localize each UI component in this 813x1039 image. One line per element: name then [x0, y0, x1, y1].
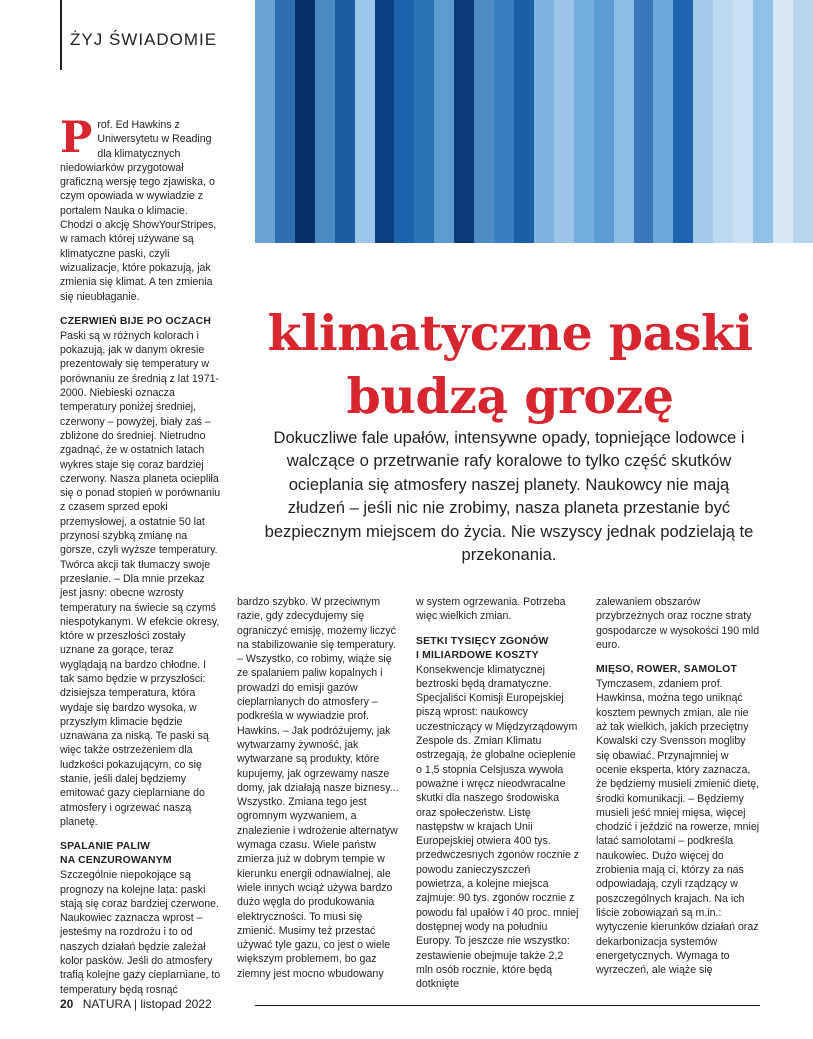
magazine-name: NATURA [82, 997, 131, 1011]
body-paragraph: Szczególnie niepokojące są prognozy na kolejne lata: paski stają się coraz bardziej czerwone. Naukowiec zaznacza wprost – jesteśmy na rozdrożu i to od naszych działań będzie zależał kolor pasków. Jeśli do atmosfery trafią kolejne gazy cieplarniane, to temperatury będą rosnąć [60, 869, 221, 996]
body-paragraph: Konsekwencje klimatycznej beztroski będą dramatyczne. Specjaliści Komisji Europejskiej piszą wprost: naukowcy uczestniczący w Międzyrządowym Zespole ds. Zmian Klimatu ostrzegają, że globalne ocieplenie o 1,5 stopnia Celsjusza wywoła poważne i wręcz nieodwracalne skutki dla naszego środowiska oraz społeczeństw. Listę następstw w krajach Unii Europejskiej otwiera 400 tys. przedwczesnych zgonów rocznie z powodu zanieczyszczeń powietrza, a kolejne miejsca zajmuje: 90 tys. zgonów rocznie z powodu fal upałów i 40 proc. mniej dostępnej wody na południu Europy. To jeszcze nie wszystko: zestawienie obejmuje także 2,2 mln osób rocznie, które będą dotknięte [416, 663, 580, 991]
subheading-setki-line-1: SETKI TYSIĘCY ZGONÓW [416, 635, 549, 647]
climate-stripe [534, 0, 554, 243]
article-column-4 [596, 595, 760, 977]
climate-stripe [753, 0, 773, 243]
climate-stripe [474, 0, 494, 243]
climate-stripes-graphic [255, 0, 813, 243]
footer-separator: | [133, 997, 137, 1011]
article-column-3 [416, 595, 580, 991]
lead-paragraph: Dokuczliwe fale upałów, intensywne opady, topniejące lodowce i walczące o przetrwanie rafy koralowe to tylko część skutków ocieplania się atmosfery naszej planety. Naukowcy nie mają złudzeń – jeśli nic nie zrobimy, nasza planeta przestanie być bezpiecznym miejscem do życia. Nie wszyscy jednak podzielają te przekonania. [264, 428, 754, 565]
body-paragraph: bardzo szybko. W przeciwnym razie, gdy zdecydujemy się ograniczyć emisję, możemy liczyć na stabilizowanie się temperatury. – Wszystko, co robimy, wiąże się ze spalaniem paliw kopalnych i prowadzi do emisji gazów cieplarnianych do atmosfery – podkreśla w wywiadzie prof. Hawkins. – Jak podróżujemy, jak wytwarzamy żywność, jak wytwarzane są produkty, które kupujemy, jak ogrzewamy nasze domy, jak działają nasze biznesy... Wszystko. Zmiana tego jest ogromnym wyzwaniem, a znalezienie i wdrożenie alternatyw wymaga czasu. Wiele państw zmierza już w dobrym tempie w kierunku energii odnawialnej, ale wiele innych wciąż używa bardzo dużo węgla do produkowania elektryczności. To musi się zmienić. Musimy też przestać używać tyle gazu, co jest o wiele większym problemem, bo gaz ziemny jest mocno wbudowany [237, 596, 399, 980]
climate-stripe [434, 0, 454, 243]
intro-text: rof. Ed Hawkins z Uniwersytetu w Reading dla klimatycznych niedowiarków przygotował graficzną wersję tego zjawiska, o czym opowiada w wywiadzie z portalem Nauka o klimacie. Chodzi o akcję ShowYourStripes, w ramach której używane są klimatyczne paski, czyli wizualizacje, które pokazują, jak zmienia się klimat. A ten zmienia się nieubłaganie. [60, 119, 217, 303]
climate-stripe [574, 0, 594, 243]
climate-stripe [275, 0, 295, 243]
climate-stripe [793, 0, 813, 243]
subheading-spalanie-line-1: SPALANIE PALIW [60, 841, 151, 853]
climate-stripe [733, 0, 753, 243]
issue-date: listopad 2022 [140, 997, 212, 1011]
climate-stripe [494, 0, 514, 243]
article-column-1 [60, 113, 222, 997]
climate-stripe [653, 0, 673, 243]
climate-stripe [355, 0, 375, 243]
climate-stripe [554, 0, 574, 243]
climate-stripe [673, 0, 693, 243]
subheading-spalanie-line-2: NA CENZUROWANYM [60, 855, 172, 867]
intro-paragraph [60, 113, 222, 304]
section-rule [60, 0, 62, 70]
page-number: 20 [60, 997, 74, 1011]
climate-stripe [773, 0, 793, 243]
climate-stripe [255, 0, 275, 243]
climate-stripe [514, 0, 534, 243]
climate-stripe [614, 0, 634, 243]
body-paragraph: Tymczasem, zdaniem prof. Hawkinsa, można tego uniknąć kosztem pewnych zmian, ale nie aż tak wielkich, jakich przeciętny Kowalski czy Svensson mogliby się obawiać. Przynajmniej w ocenie eksperta, który zaznacza, że będziemy musieli zmienić dietę, środki komunikacji. – Będziemy musieli jeść mniej mięsa, więcej chodzić i jeździć na rowerze, mniej latać samolotami – podkreśla naukowiec. Dużo więcej do zrobienia mają ci, którzy za nas odpowiadają, czyli rządzący w poszczególnych krajach. Na ich liście zobowiązań są m.in.: wytyczenie kierunków działań oraz dekarbonizacja systemów energetycznych. Wymaga to wyrzeczeń, ale wiąże się [596, 678, 760, 977]
article-column-2 [237, 595, 399, 981]
climate-stripe [454, 0, 474, 243]
climate-stripe [295, 0, 315, 243]
climate-stripe [594, 0, 614, 243]
body-paragraph: zalewaniem obszarów przybrzeżnych oraz roczne straty gospodarcze w wysokości 190 mld euro. [596, 596, 760, 651]
body-paragraph: Paski są w różnych kolorach i pokazują, jak w danym okresie prezentowały się temperatury w porównaniu ze średnią z lat 1971-2000. Niebieski oznacza temperatury poniżej średniej, czerwony – powyżej, biały zaś – zbliżone do średniej. Nietrudno zgadnąć, że w ostatnich latach wykres staje się coraz bardziej czerwony. Nasza planeta ociepliła się o ponad stopień w porównaniu z czasem sprzed epoki przemysłowej, a ostatnie 50 lat przynosi szybką zmianę na gorsze, czyli wyższe temperatury. Twórca akcji tak tłumaczy swoje przesłanie. – Dla mnie przekaz jest jasny: obecne wzrosty temperatury na świecie są czymś niespotykanym. W efekcie okresy, które w przeszłości zostały uznane za gorące, teraz wyglądają na bardzo chłodne. I tak samo będzie w przyszłości: dzisiejsza temperatura, która wydaje się bardzo wysoka, w przyszłym klimacie będzie uznawana za niską. Te paski są więc także ostrzeżeniem dla ludzkości pokazującym, co się stanie, jeśli dalej będziemy emitować gazy cieplarniane do atmosfery i ogrzewać naszą planetę. [60, 329, 221, 828]
climate-stripe [394, 0, 414, 243]
section-label: ŻYJ ŚWIADOMIE [70, 30, 218, 49]
climate-stripe [315, 0, 335, 243]
subheading-setki-line-2: I MILIARDOWE KOSZTY [416, 649, 539, 661]
headline-line-1: klimatyczne paski [267, 303, 753, 362]
headline-line-2: budzą grozę [346, 366, 674, 425]
climate-stripe [375, 0, 395, 243]
climate-stripe [693, 0, 713, 243]
page-footer [60, 997, 212, 1011]
drop-cap: P [60, 113, 93, 163]
climate-stripe [634, 0, 654, 243]
subheading-czerwien: CZERWIEŃ BIJE PO OCZACH [60, 315, 212, 327]
climate-stripe [335, 0, 355, 243]
climate-stripe [414, 0, 434, 243]
body-paragraph: w system ogrzewania. Potrzeba więc wielkich zmian. [416, 596, 566, 623]
footer-rule [255, 1005, 760, 1006]
climate-stripe [713, 0, 733, 243]
subheading-mieso: MIĘSO, ROWER, SAMOLOT [596, 664, 738, 676]
